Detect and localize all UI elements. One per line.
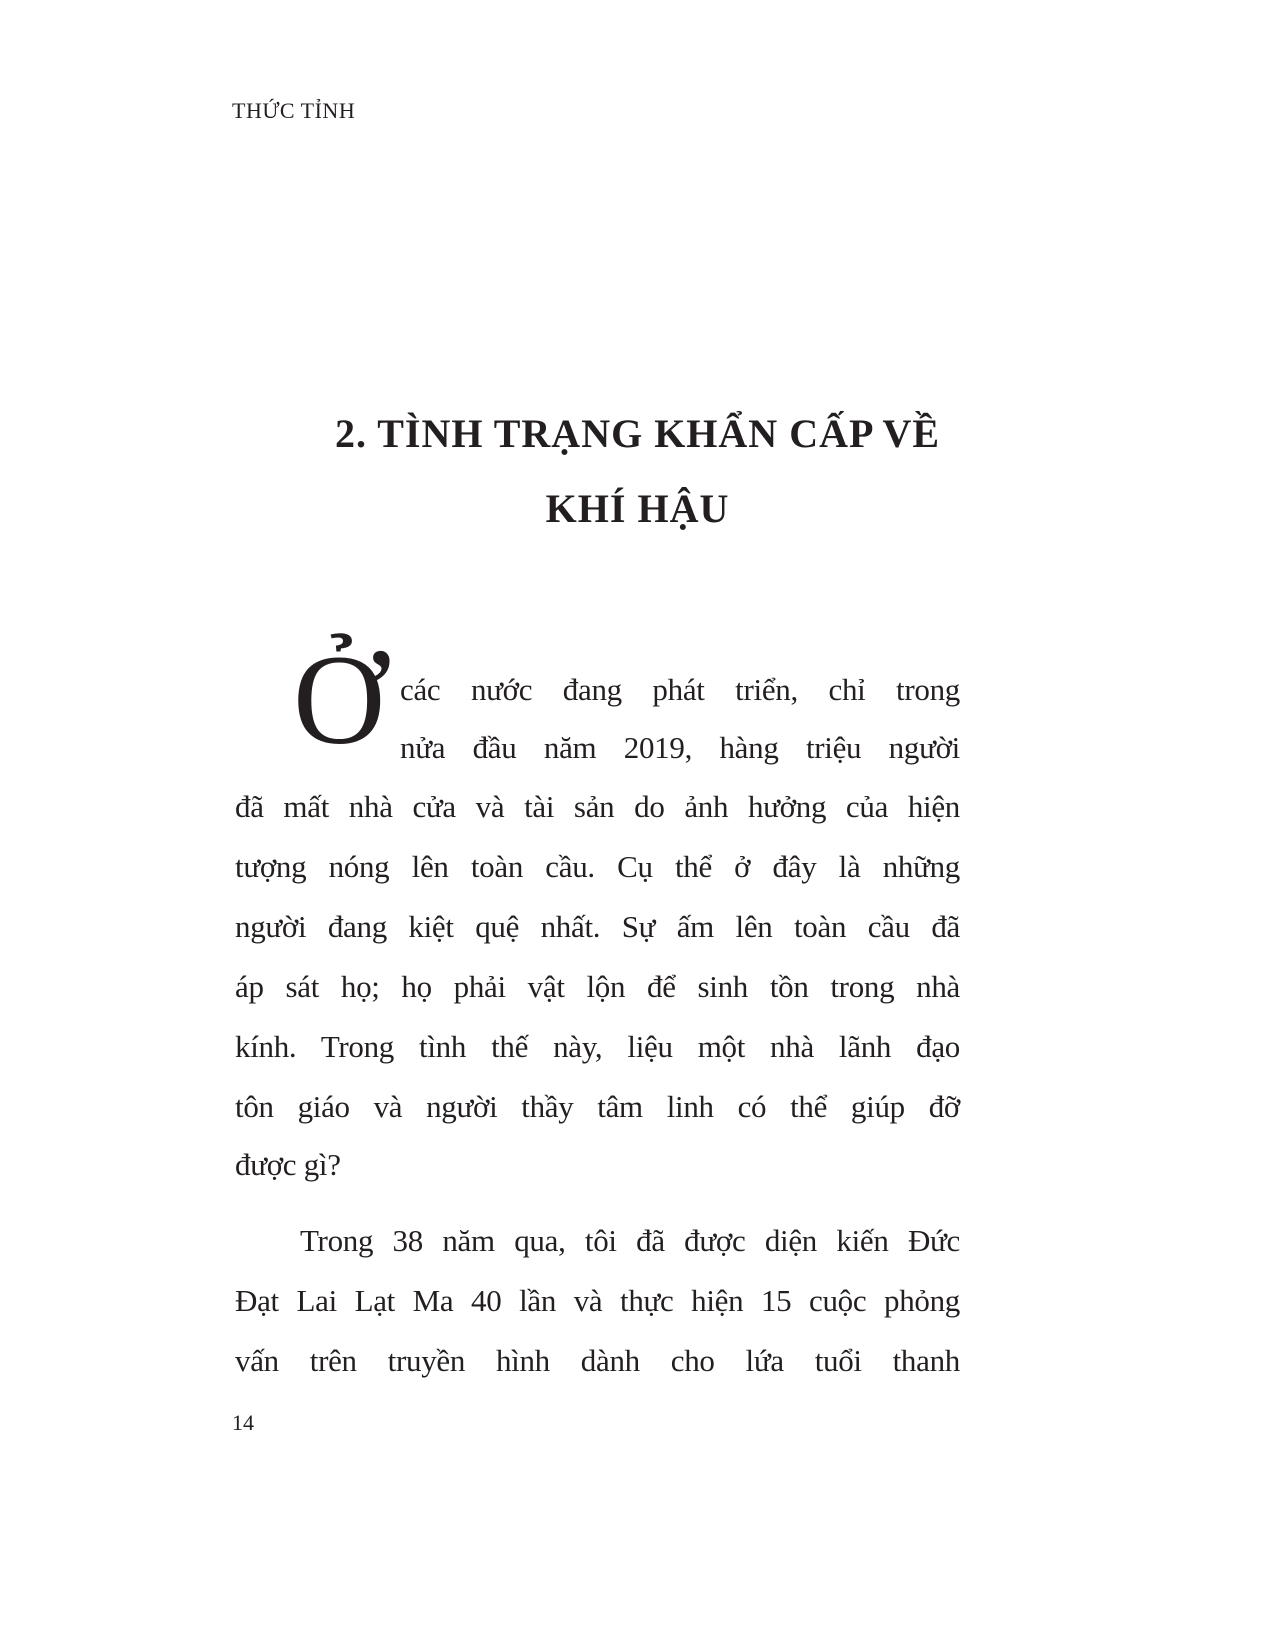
paragraph-line: kính. Trong tình thế này, liệu một nhà lãnh đạo: [235, 1029, 960, 1064]
paragraph-line: Đạt Lai Lạt Ma 40 lần và thực hiện 15 cuộc phỏng: [235, 1283, 960, 1318]
paragraph-line: được gì?: [235, 1147, 341, 1182]
paragraph-line: tôn giáo và người thầy tâm linh có thể giúp đỡ: [235, 1089, 960, 1124]
page-number: 14: [232, 1410, 254, 1435]
paragraph-line: người đang kiệt quệ nhất. Sự ấm lên toàn cầu đã: [235, 909, 960, 944]
paragraph-line: vấn trên truyền hình dành cho lứa tuổi thanh: [235, 1343, 960, 1378]
paragraph-line: đã mất nhà cửa và tài sản do ảnh hưởng của hiện: [235, 789, 960, 824]
paragraph-line: áp sát họ; họ phải vật lộn để sinh tồn trong nhà: [235, 969, 960, 1004]
paragraph-line: nửa đầu năm 2019, hàng triệu người: [400, 730, 960, 765]
paragraph-line: Trong 38 năm qua, tôi đã được diện kiến Đức: [300, 1223, 960, 1258]
running-header: THỨC TỈNH: [232, 98, 356, 123]
chapter-title-line-2: KHÍ HẬU: [545, 486, 730, 531]
paragraph-line: tượng nóng lên toàn cầu. Cụ thể ở đây là những: [235, 849, 960, 884]
chapter-title-line-1: 2. TÌNH TRẠNG KHẨN CẤP VỀ: [334, 411, 941, 456]
drop-cap: Ở: [293, 629, 386, 771]
paragraph-line: các nước đang phát triển, chỉ trong: [400, 672, 960, 707]
